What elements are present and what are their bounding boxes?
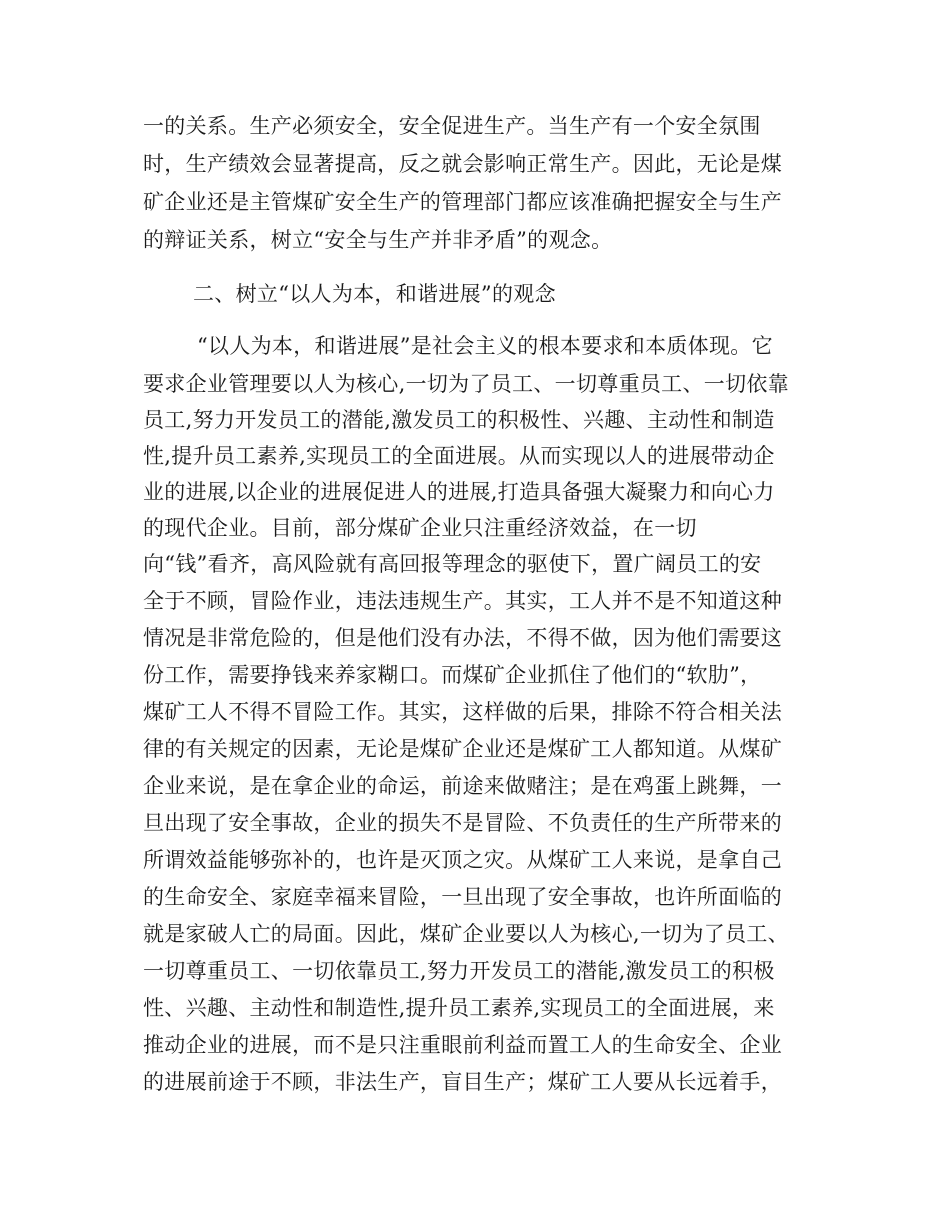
paragraph-line: 的辩证关系，树立“安全与生产并非矛盾”的观念。 bbox=[143, 228, 613, 252]
paragraph-line: 向“钱”看齐，高风险就有高回报等理念的驱使下，置广阔员工的安 bbox=[143, 552, 762, 576]
paragraph-line: 员工,努力开发员工的潜能,激发员工的积极性、兴趣、主动性和制造 bbox=[143, 408, 775, 432]
paragraph-line: 旦出现了安全事故，企业的损失不是冒险、不负责任的生产所带来的 bbox=[143, 811, 782, 835]
paragraph-line: 份工作，需要挣钱来养家糊口。而煤矿企业抓住了他们的“软肋”， bbox=[143, 663, 762, 687]
paragraph-line: 律的有关规定的因素，无论是煤矿企业还是煤矿工人都知道。从煤矿 bbox=[143, 737, 782, 761]
paragraph-line: 全于不顾，冒险作业，违法违规生产。其实，工人并不是不知道这种 bbox=[143, 589, 782, 613]
paragraph-line: 的现代企业。目前，部分煤矿企业只注重经济效益，在一切 bbox=[143, 516, 697, 540]
paragraph-line: 性、兴趣、主动性和制造性,提升员工素养,实现员工的全面进展，来 bbox=[143, 996, 775, 1020]
paragraph-line: 要求企业管理要以人为核心,一切为了员工、一切尊重员工、一切依靠 bbox=[143, 372, 789, 396]
section-heading: 二、树立“以人为本，和谐进展”的观念 bbox=[193, 282, 556, 306]
paragraph-line: 情况是非常危险的，但是他们没有办法，不得不做，因为他们需要这 bbox=[143, 626, 782, 650]
paragraph-line: 矿企业还是主管煤矿安全生产的管理部门都应该准确把握安全与生产 bbox=[143, 190, 782, 214]
paragraph-line: 就是家破人亡的局面。因此，煤矿企业要以人为核心,一切为了员工、 bbox=[143, 922, 789, 946]
paragraph-line: 企业来说，是在拿企业的命运，前途来做赌注；是在鸡蛋上跳舞，一 bbox=[143, 774, 782, 798]
paragraph-line: 时，生产绩效会显著提高，反之就会影响正常生产。因此，无论是煤 bbox=[143, 152, 782, 176]
paragraph-line: 业的进展,以企业的进展促进人的进展,打造具备强大凝聚力和向心力 bbox=[143, 480, 775, 504]
paragraph-line: “以人为本，和谐进展”是社会主义的根本要求和本质体现。它 bbox=[197, 334, 773, 358]
paragraph-line: 的进展前途于不顾，非法生产，盲目生产；煤矿工人要从长远着手， bbox=[143, 1070, 782, 1094]
paragraph-line: 推动企业的进展，而不是只注重眼前利益而置工人的生命安全、企业 bbox=[143, 1033, 782, 1057]
paragraph-line: 煤矿工人不得不冒险工作。其实，这样做的后果，排除不符合相关法 bbox=[143, 700, 782, 724]
paragraph-line: 的生命安全、家庭幸福来冒险，一旦出现了安全事故，也许所面临的 bbox=[143, 885, 782, 909]
paragraph-line: 一的关系。生产必须安全，安全促进生产。当生产有一个安全氛围 bbox=[143, 114, 761, 138]
paragraph-line: 所谓效益能够弥补的，也许是灭顶之灾。从煤矿工人来说，是拿自己 bbox=[143, 848, 782, 872]
paragraph-line: 性,提升员工素养,实现员工的全面进展。从而实现以人的进展带动企 bbox=[143, 444, 775, 468]
paragraph-line: 一切尊重员工、一切依靠员工,努力开发员工的潜能,激发员工的积极 bbox=[143, 959, 775, 983]
